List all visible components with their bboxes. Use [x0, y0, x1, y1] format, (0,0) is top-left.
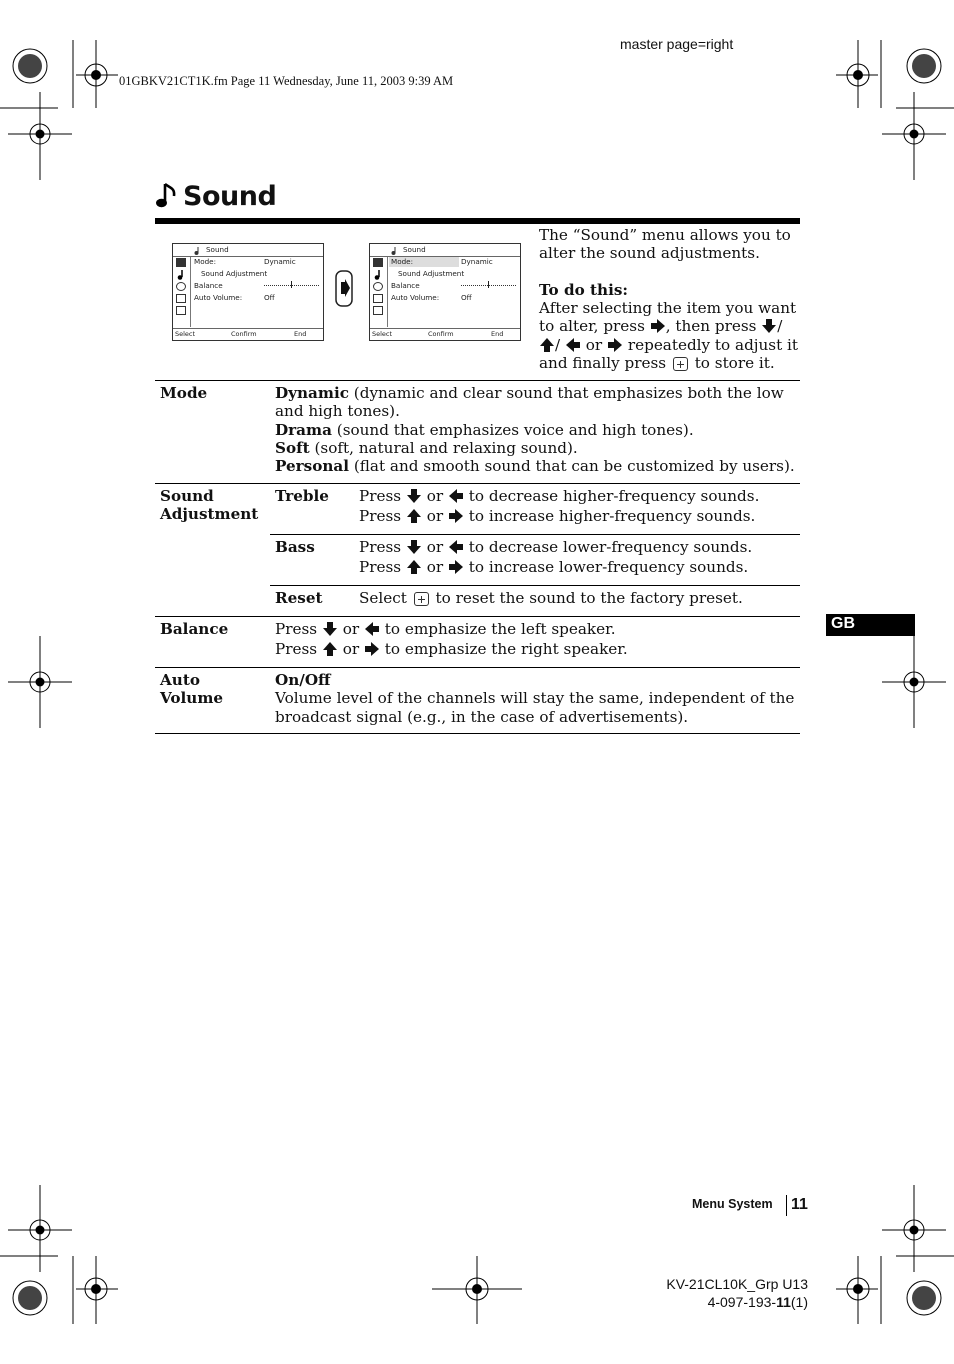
up-arrow-icon: [407, 509, 421, 523]
mode-row-label: Mode: [160, 384, 208, 402]
sound-icon: [373, 270, 383, 279]
ok-button-icon: [414, 592, 429, 606]
document-code: 4-097-193-11(1): [707, 1294, 808, 1310]
master-page-label: master page=right: [620, 36, 734, 52]
sound-adjustment-label: Sound Adjustment: [398, 269, 465, 278]
next-arrow-icon: [335, 270, 354, 308]
up-arrow-icon: [323, 642, 337, 656]
right-arrow-icon: [651, 319, 665, 333]
footer-confirm: Confirm: [428, 330, 454, 338]
file-info: 01GBKV21CT1K.fm Page 11 Wednesday, June 11, 2003 9:39 AM: [119, 74, 454, 88]
down-arrow-icon: [323, 622, 337, 636]
auto-volume-label: Auto Volume:: [391, 293, 440, 302]
music-note-icon: [155, 182, 179, 210]
reset-desc: Select to reset the sound to the factory preset.: [359, 589, 743, 607]
balance-row-desc: Press or to emphasize the left speaker. Press or to emphasize the right speaker.: [275, 620, 628, 658]
right-arrow-icon: [449, 509, 463, 523]
mode-label: Mode:: [194, 257, 217, 266]
sound-adjustment-label: Sound Adjustment: [201, 269, 268, 278]
up-arrow-icon: [540, 338, 554, 352]
down-arrow-icon: [762, 319, 776, 333]
osd-screen-after: [369, 243, 521, 341]
right-arrow-icon: [449, 560, 463, 574]
mode-value: Dynamic: [461, 257, 493, 266]
picture-icon: [176, 258, 186, 267]
setup-icon: [373, 294, 383, 303]
intro-text: The “Sound” menu allows you to alter the sound adjustments.: [539, 226, 791, 263]
timer-icon: [373, 282, 383, 291]
bass-label: Bass: [275, 538, 315, 556]
treble-label: Treble: [275, 487, 329, 505]
toolbox-icon: [176, 306, 186, 315]
balance-label: Balance: [194, 281, 223, 290]
auto-volume-label: Auto Volume:: [194, 293, 243, 302]
balance-row-label: Balance: [160, 620, 229, 638]
ok-button-icon: [673, 357, 688, 371]
footer-section: Menu System: [692, 1197, 773, 1211]
mode-row-desc: Dynamic (dynamic and clear sound that emphasizes both the low and high tones). Drama (sound that emphasizes voice and high tones). Soft (soft, natural and relaxing sound). Personal (flat and smooth sound that can be customized by users).: [275, 384, 795, 476]
footer-select: Select: [372, 330, 393, 338]
screen-header: Sound: [403, 245, 426, 254]
page-title: Sound: [183, 180, 277, 212]
down-arrow-icon: [407, 540, 421, 554]
footer-select: Select: [175, 330, 196, 338]
up-arrow-icon: [407, 560, 421, 574]
title-rule: [155, 218, 800, 224]
footer-end: End: [294, 330, 307, 338]
mode-label: Mode:: [391, 257, 414, 266]
sound-icon: [176, 270, 186, 279]
note-icon: [193, 246, 202, 255]
treble-desc: Press or to decrease higher-frequency sounds. Press or to increase higher-frequency sounds.: [359, 487, 760, 525]
mode-value: Dynamic: [264, 257, 296, 266]
toolbox-icon: [373, 306, 383, 315]
balance-label: Balance: [391, 281, 420, 290]
footer-confirm: Confirm: [231, 330, 257, 338]
note-icon: [390, 246, 399, 255]
page-number: 11: [791, 1196, 808, 1213]
todo-instructions: After selecting the item you want to alter, press , then press / / or repeatedly to adjust it and finally press to store it.: [539, 299, 798, 372]
footer-end: End: [491, 330, 504, 338]
left-arrow-icon: [365, 622, 379, 636]
reset-label: Reset: [275, 589, 323, 607]
left-arrow-icon: [449, 540, 463, 554]
picture-icon: [373, 258, 383, 267]
osd-screen-before: [172, 243, 324, 341]
down-arrow-icon: [407, 489, 421, 503]
auto-volume-row-label: Auto Volume: [160, 671, 224, 708]
sound-adjustment-row-label: Sound Adjustment: [160, 487, 259, 524]
right-arrow-icon: [608, 338, 622, 352]
auto-volume-value: Off: [461, 293, 472, 302]
language-tab: GB: [826, 614, 915, 636]
bass-desc: Press or to decrease lower-frequency sounds. Press or to increase lower-frequency sounds.: [359, 538, 753, 576]
auto-volume-value: Off: [264, 293, 275, 302]
timer-icon: [176, 282, 186, 291]
right-arrow-icon: [365, 642, 379, 656]
setup-icon: [176, 294, 186, 303]
screen-header: Sound: [206, 245, 229, 254]
auto-volume-row-desc: On/Off Volume level of the channels will stay the same, independent of the broadcast signal (e.g., in the case of advertisements).: [275, 671, 795, 726]
title-row: [155, 178, 276, 214]
todo-heading: To do this:: [539, 281, 628, 299]
model-number: KV-21CL10K_Grp U13: [666, 1276, 808, 1292]
left-arrow-icon: [449, 489, 463, 503]
left-arrow-icon: [566, 338, 580, 352]
